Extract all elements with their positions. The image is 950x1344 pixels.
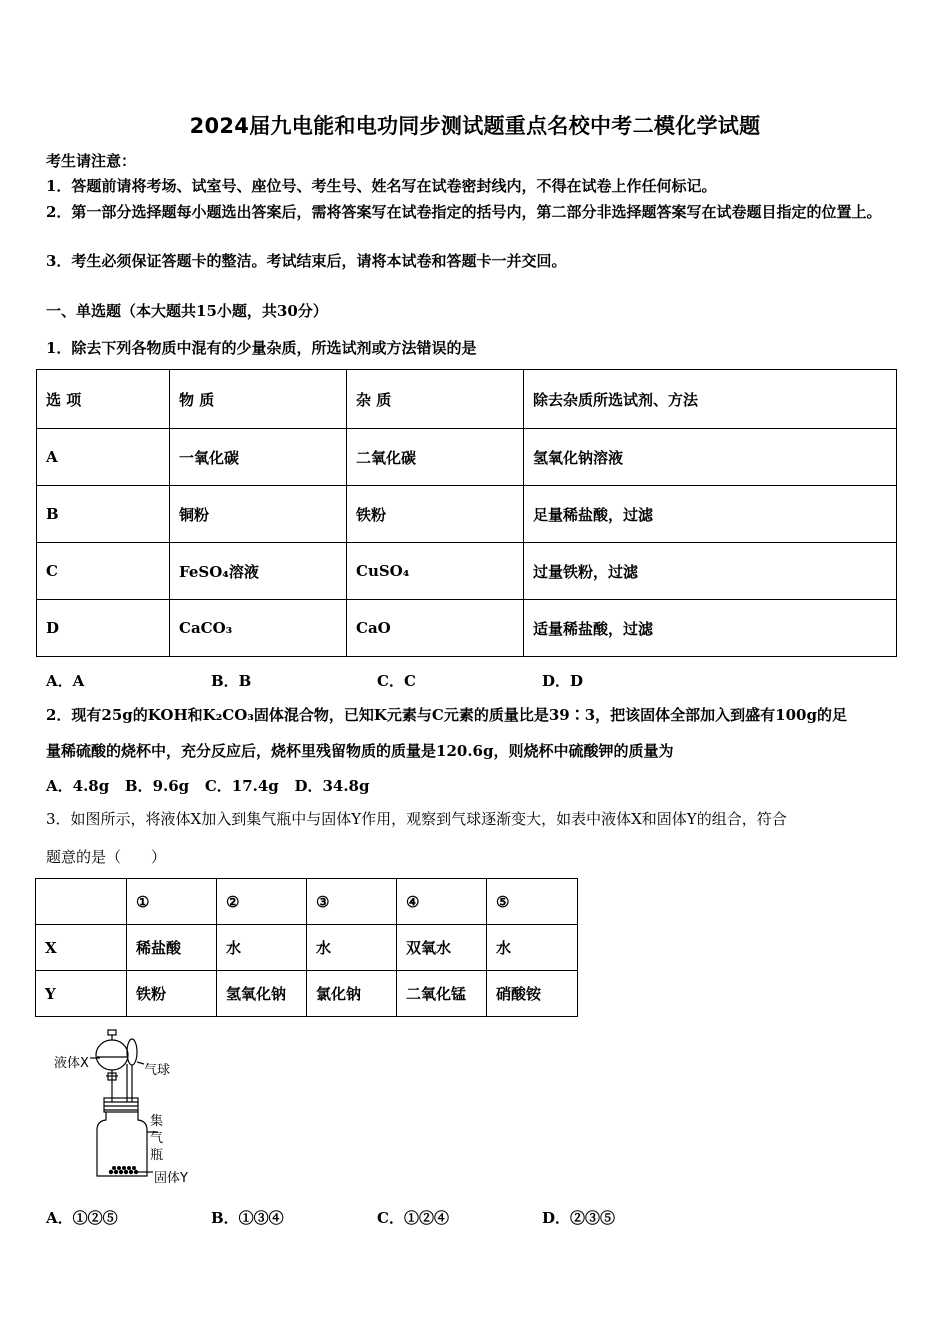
option-c[interactable]: C．C: [377, 672, 416, 690]
table-cell: 硝酸铵: [487, 971, 578, 1017]
header-cell: 物 质: [170, 370, 347, 429]
option-a[interactable]: A．①②⑤: [46, 1209, 118, 1227]
bottle-label-1: 集: [150, 1114, 164, 1129]
table-cell: 二氧化锰: [397, 971, 487, 1017]
table-cell: 过量铁粉，过滤: [524, 543, 897, 600]
table-cell: B: [37, 486, 170, 543]
apparatus-figure: [50, 1026, 210, 1192]
table-cell: FeSO₄溶液: [170, 543, 347, 600]
table-cell: X: [36, 925, 127, 971]
table-cell: 水: [217, 925, 307, 971]
notice-item-1: 1．答题前请将考场、试室号、座位号、考生号、姓名写在试卷密封线内，不得在试卷上作任何标记。: [46, 177, 717, 195]
solid-pellets: [109, 1166, 138, 1174]
option-b[interactable]: B．①③④: [211, 1209, 284, 1227]
table-cell: 双氧水: [397, 925, 487, 971]
header-cell: [36, 879, 127, 925]
table-row: [36, 971, 578, 1017]
q2-stem-line2: 量稀硫酸的烧杯中，充分反应后，烧杯里残留物质的质量是120.6g，则烧杯中硫酸钾的质量为: [46, 742, 674, 760]
bottle-label-2: 气: [150, 1131, 164, 1146]
option-a[interactable]: A．A: [46, 672, 85, 690]
balloon-shape: [127, 1039, 137, 1065]
table-cell: 铁粉: [127, 971, 217, 1017]
header-cell: 除去杂质所选试剂、方法: [524, 370, 897, 429]
table-cell: D: [37, 600, 170, 657]
q1-options: [0, 670, 950, 692]
section-heading: 一、单选题（本大题共15小题，共30分）: [46, 302, 328, 320]
page-title: 2024届九电能和电功同步测试题重点名校中考二模化学试题: [189, 114, 761, 138]
table-cell: CaO: [347, 600, 524, 657]
funnel-stopper: [108, 1030, 116, 1035]
option-b[interactable]: B．B: [211, 672, 252, 690]
q3-table: [35, 878, 578, 1017]
option-d[interactable]: D．D: [542, 672, 584, 690]
table-cell: 适量稀盐酸，过滤: [524, 600, 897, 657]
header-cell: ①: [127, 879, 217, 925]
header-cell: 选 项: [37, 370, 170, 429]
notice-heading: 考生请注意：: [46, 152, 137, 170]
table-cell: 水: [487, 925, 578, 971]
notice-item-2: 2．第一部分选择题每小题选出答案后，需将答案写在试卷指定的括号内，第二部分非选择题答案写在试卷题目指定的位置上。: [46, 203, 882, 221]
table-cell: 一氧化碳: [170, 429, 347, 486]
q3-stem-line1: 3．如图所示，将液体X加入到集气瓶中与固体Y作用，观察到气球逐渐变大，如表中液体X和固体Y的组合，符合: [46, 810, 787, 828]
table-header-row: [37, 370, 897, 429]
table-row: [37, 600, 897, 657]
table-cell: 氯化钠: [307, 971, 397, 1017]
bottle-label-3: 瓶: [150, 1148, 164, 1163]
table-cell: Y: [36, 971, 127, 1017]
table-cell: 足量稀盐酸，过滤: [524, 486, 897, 543]
option-d[interactable]: D．②③⑤: [542, 1209, 616, 1227]
q3-options: [0, 1207, 950, 1229]
table-cell: C: [37, 543, 170, 600]
table-cell: 水: [307, 925, 397, 971]
table-cell: 二氧化碳: [347, 429, 524, 486]
header-cell: ③: [307, 879, 397, 925]
header-cell: ④: [397, 879, 487, 925]
balloon-label: 气球: [144, 1063, 171, 1078]
header-cell: ⑤: [487, 879, 578, 925]
table-cell: 氢氧化钠: [217, 971, 307, 1017]
table-row: [37, 429, 897, 486]
table-row: [36, 925, 578, 971]
table-cell: 铁粉: [347, 486, 524, 543]
q1-table: [36, 369, 897, 657]
table-cell: 氢氧化钠溶液: [524, 429, 897, 486]
notice-item-3: 3．考生必须保证答题卡的整洁。考试结束后，请将本试卷和答题卡一并交回。: [46, 252, 567, 270]
q1-stem: 1．除去下列各物质中混有的少量杂质，所选试剂或方法错误的是: [46, 339, 477, 357]
table-cell: 稀盐酸: [127, 925, 217, 971]
liquid-x-label: 液体X: [54, 1056, 89, 1071]
header-cell: ②: [217, 879, 307, 925]
gas-jar: [97, 1112, 147, 1176]
table-cell: 铜粉: [170, 486, 347, 543]
q2-stem-line1: 2．现有25g的KOH和K₂CO₃固体混合物，已知K元素与C元素的质量比是39∶3，把该固体全部加入到盛有100g的足: [46, 706, 847, 724]
table-header-row: [36, 879, 578, 925]
table-row: [37, 543, 897, 600]
option-c[interactable]: C．①②④: [377, 1209, 449, 1227]
table-cell: CuSO₄: [347, 543, 524, 600]
solid-y-label: 固体Y: [154, 1171, 188, 1186]
q2-options[interactable]: A．4.8g B．9.6g C．17.4g D．34.8g: [46, 777, 370, 795]
table-cell: A: [37, 429, 170, 486]
header-cell: 杂 质: [347, 370, 524, 429]
table-row: [37, 486, 897, 543]
table-cell: CaCO₃: [170, 600, 347, 657]
q3-stem-line2: 题意的是（ ）: [46, 848, 167, 866]
funnel-bulb: [96, 1040, 128, 1070]
